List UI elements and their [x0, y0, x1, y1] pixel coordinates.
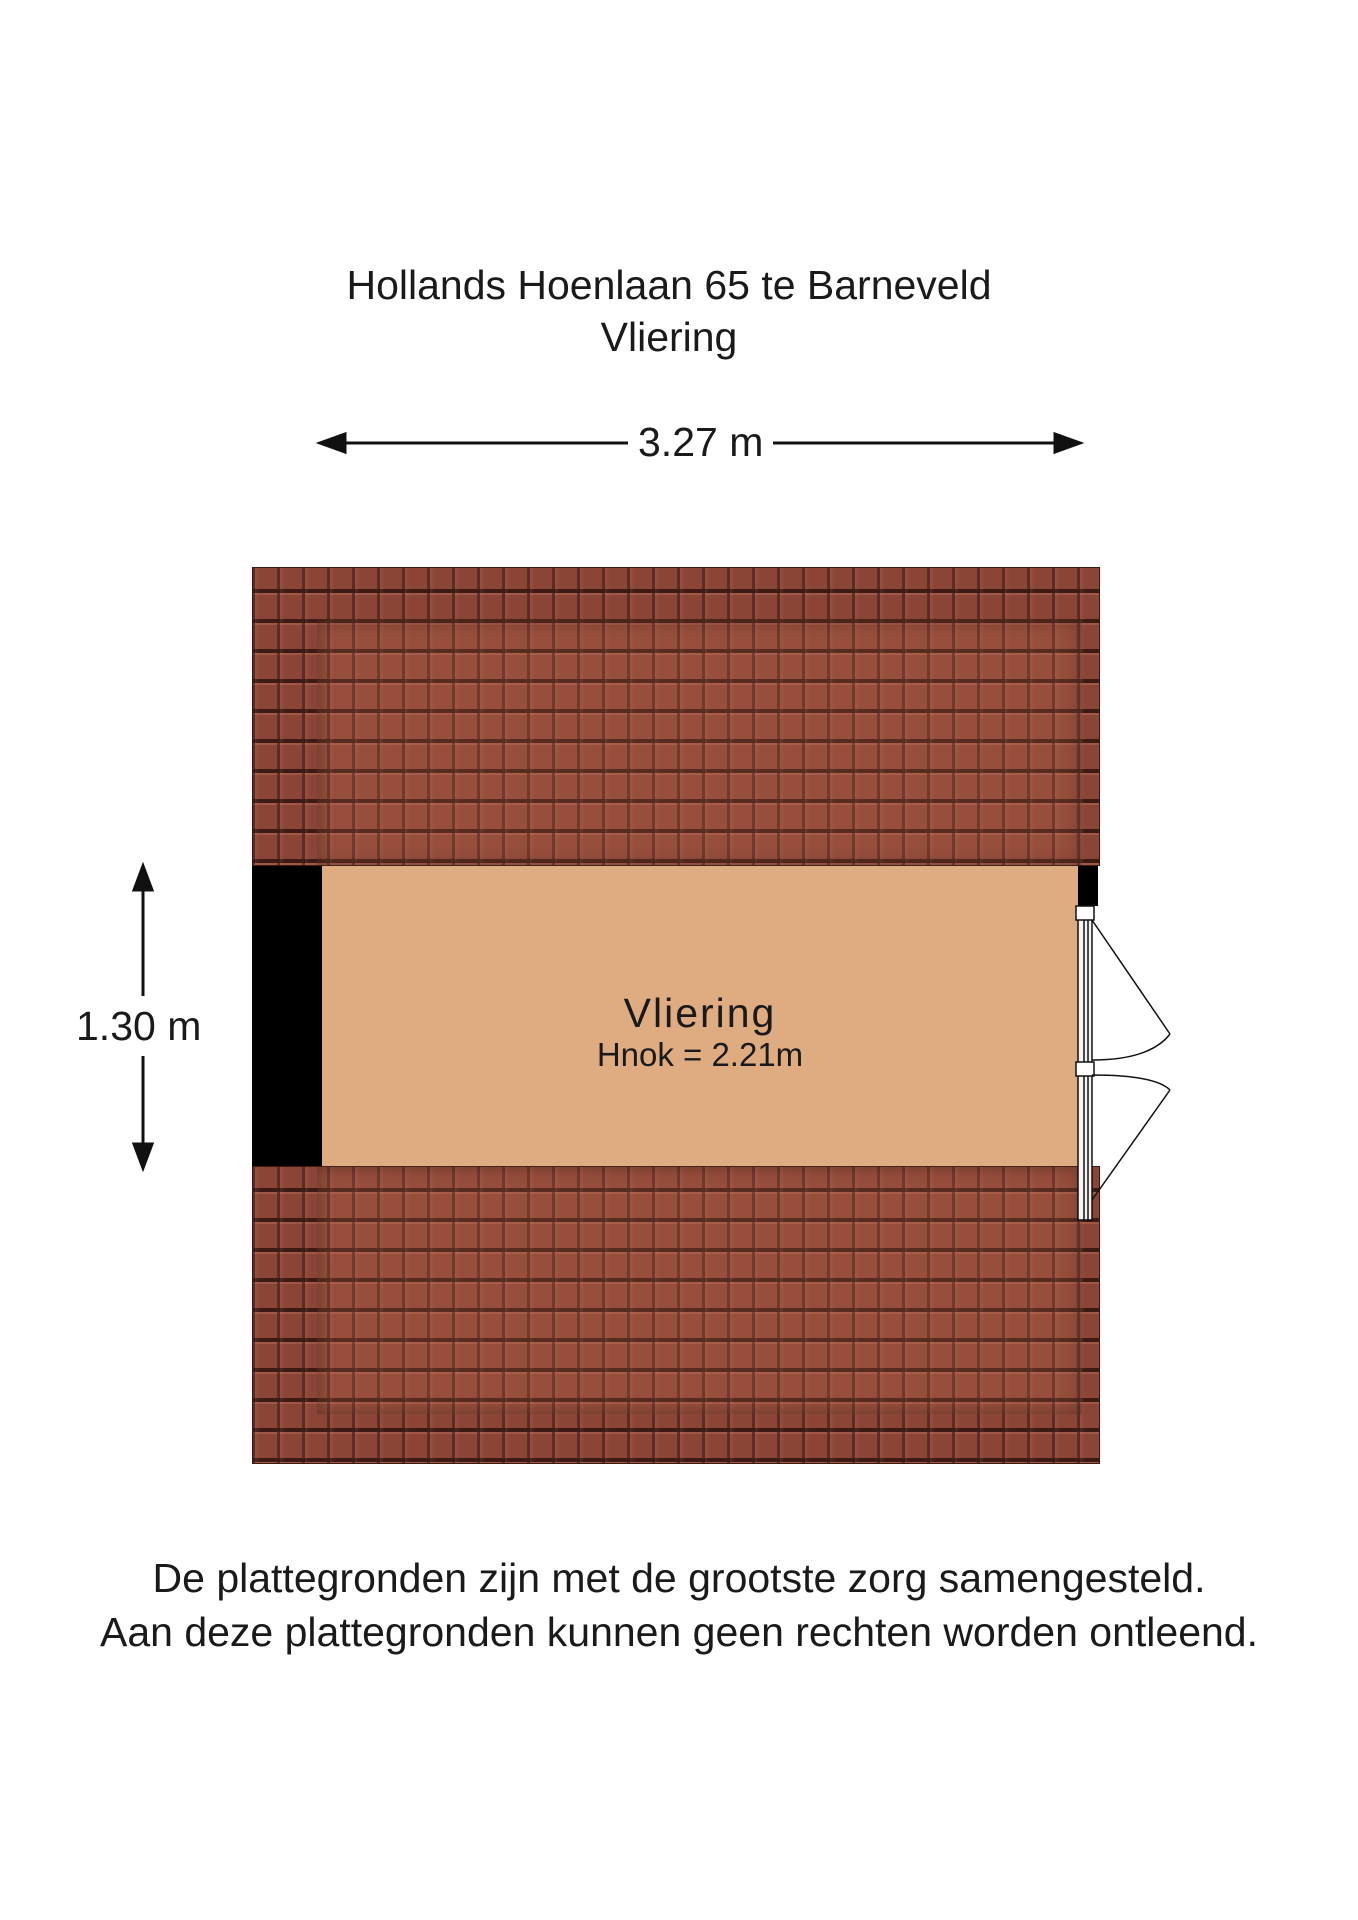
- roof-tiles-top: [252, 567, 1100, 866]
- floorplan-floor-title: Vliering: [600, 314, 738, 360]
- disclaimer-line-2: Aan deze plattegronden kunnen geen rechten worden ontleend.: [99, 1609, 1258, 1655]
- roof-bottom-shade: [317, 1166, 1082, 1414]
- roof-top-shade: [317, 619, 1082, 866]
- wall-block-left: [252, 866, 322, 1166]
- room-height-label: Hnok = 2.21m: [596, 1036, 804, 1073]
- floorplan-address-title: Hollands Hoenlaan 65 te Barneveld: [346, 262, 992, 308]
- width-dimension-label: 3.27 m: [628, 418, 773, 466]
- roof-tiles-bottom: [252, 1166, 1100, 1464]
- room-name-label: Vliering: [623, 990, 777, 1036]
- hatch-door: [1070, 900, 1170, 1230]
- height-dimension-label: 1.30 m: [76, 996, 201, 1056]
- disclaimer-line-1: De plattegronden zijn met de grootste zorg samengesteld.: [152, 1555, 1206, 1601]
